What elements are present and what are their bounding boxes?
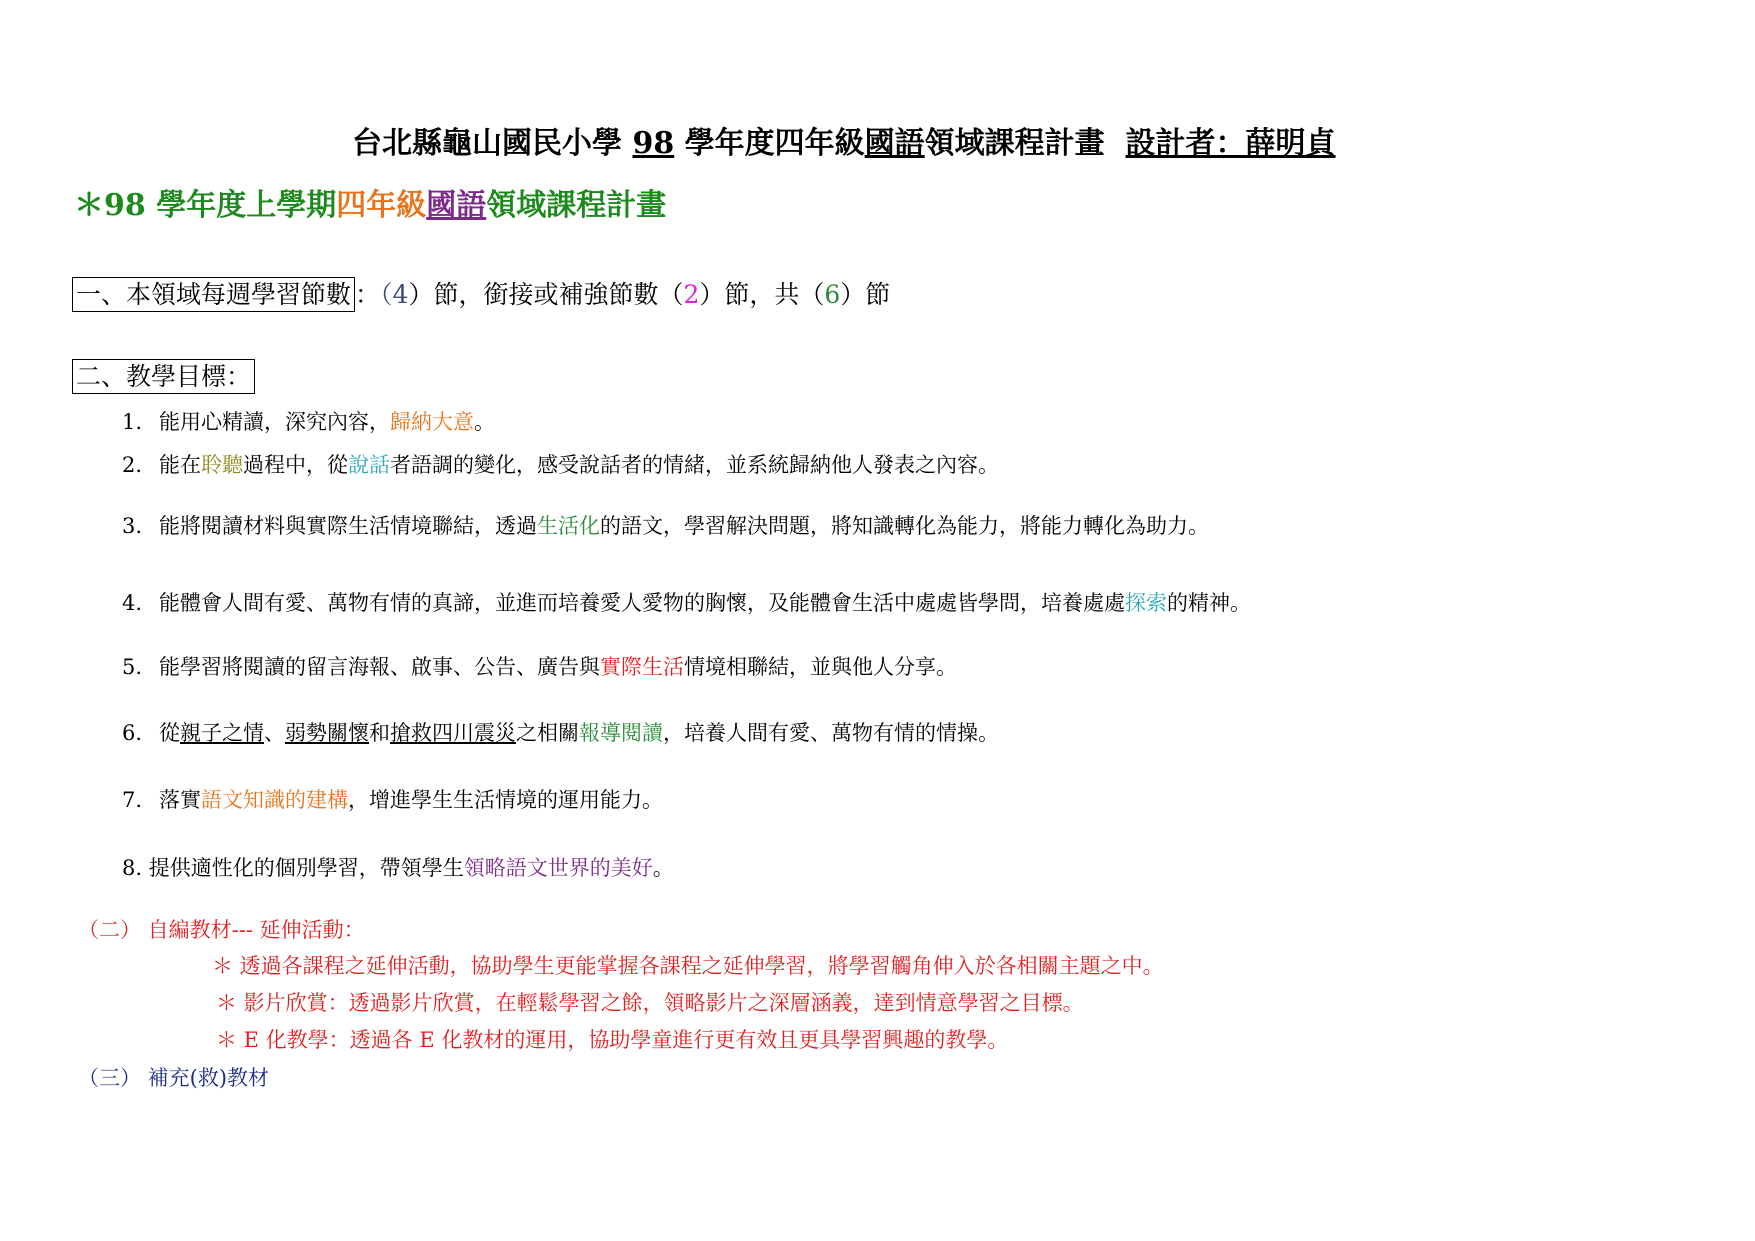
title-year: 98 [632,126,675,161]
goal-number: 6. [122,721,143,745]
goal-item [122,587,1251,617]
total-hours-value: 6 [824,280,841,309]
goal-item [122,406,495,436]
section1-bridge-label: ）節，銜接或補強節數（ [408,280,684,309]
goal-item [122,651,957,681]
extension-item: ＊ E 化教學：透過各 E 化教材的運用，協助學童進行更有效且更具學習興趣的教學。 [216,1028,1009,1052]
goal-text: ，培養人間有愛、萬物有情的情操。 [663,721,999,745]
goal-highlight: 生活化 [537,514,600,538]
goal-highlight: 探索 [1125,591,1167,615]
goal-number: 5. [122,655,143,679]
subtitle-suffix: 領域課程計畫 [486,188,667,223]
goal-highlight: 實際生活 [600,655,684,679]
goal-text: 過程中，從 [243,453,348,477]
goal-text: 者語調的變化，感受說話者的情緒，並系統歸納他人發表之內容。 [390,453,999,477]
goal-number: 1. [122,410,143,434]
title-designer: 設計者：薛明貞 [1125,126,1336,161]
section1-colon: ： [355,280,381,309]
goal-text: 落實 [159,788,201,812]
supplement-heading: （三） 補充(救)教材 [78,1066,270,1090]
goal-number: 2. [122,453,143,477]
goal-text: 。 [652,856,674,880]
goal-number: 8. [122,856,143,880]
goal-text: 情境相聯結，並與他人分享。 [684,655,957,679]
subtitle-subject: 國語 [426,188,487,223]
extension-heading: （二） 自編教材--- 延伸活動： [78,918,365,942]
goal-item [122,717,999,747]
goal-text: ，增進學生生活情境的運用能力。 [348,788,663,812]
goal-number: 7. [122,788,143,812]
section1-total-label: ）節，共（ [699,280,825,309]
goal-text: 的精神。 [1167,591,1251,615]
goal-text: 和 [369,721,390,745]
goal-item [122,784,663,814]
section1-open: （ [380,280,393,309]
goal-text: 能將閱讀材料與實際生活情境聯結，透過 [159,514,537,538]
goal-text: 。 [474,410,495,434]
goal-text: 能用心精讀，深究內容， [159,410,390,434]
goal-underlined: 搶救四川震災 [390,721,516,745]
section1-label: 一、本領域每週學習節數 [72,277,355,312]
section-teaching-goals [72,357,255,393]
goal-text: 從 [159,721,180,745]
document-title [352,118,1336,162]
goal-highlight: 聆聽 [201,453,243,477]
title-plan: 領域課程計畫 [924,126,1105,161]
goal-highlight: 歸納大意 [390,410,474,434]
goal-item [122,510,1209,540]
section-weekly-hours [72,275,890,311]
goal-number: 3. [122,514,143,538]
extension-item: ＊ 影片欣賞：透過影片欣賞，在輕鬆學習之餘，領略影片之深層涵義，達到情意學習之目標。 [216,991,1084,1015]
goal-highlight: 語文知識的建構 [201,788,348,812]
section1-end: ）節 [840,280,891,309]
goal-text: 能學習將閱讀的留言海報、啟事、公告、廣告與 [159,655,600,679]
goal-text: 的語文，學習解決問題，將知識轉化為能力，將能力轉化為助力。 [600,514,1209,538]
goal-item [122,852,674,882]
goal-text: 能在 [159,453,201,477]
subtitle-grade: 四年級 [336,188,427,223]
bridge-hours-value: 2 [683,280,700,309]
title-subject: 國語 [864,126,925,161]
goal-underlined: 弱勢關懷 [285,721,369,745]
goal-highlight: 領略語文世界的美好 [463,856,653,880]
title-grade: 學年度四年級 [684,126,865,161]
goal-item [122,449,999,479]
subtitle-prefix: ＊98 學年度上學期 [74,188,337,223]
goal-highlight: 報導閱讀 [579,721,663,745]
title-school: 台北縣龜山國民小學 [352,126,622,161]
weekly-hours-value: 4 [392,280,409,309]
document-subtitle [74,180,666,224]
goal-text: 能體會人間有愛、萬物有情的真諦，並進而培養愛人愛物的胸懷，及能體會生活中處處皆學問，培養處處 [159,591,1125,615]
extension-item: ＊ 透過各課程之延伸活動，協助學生更能掌握各課程之延伸學習，將學習觸角伸入於各相關主題之中。 [212,954,1164,978]
goal-number: 4. [122,591,143,615]
section2-label: 二、教學目標： [72,359,255,394]
goal-highlight: 說話 [348,453,390,477]
goal-text: 之相關 [516,721,579,745]
goal-text: 、 [264,721,285,745]
goal-text: 提供適性化的個別學習，帶領學生 [148,856,464,880]
goal-underlined: 親子之情 [180,721,264,745]
